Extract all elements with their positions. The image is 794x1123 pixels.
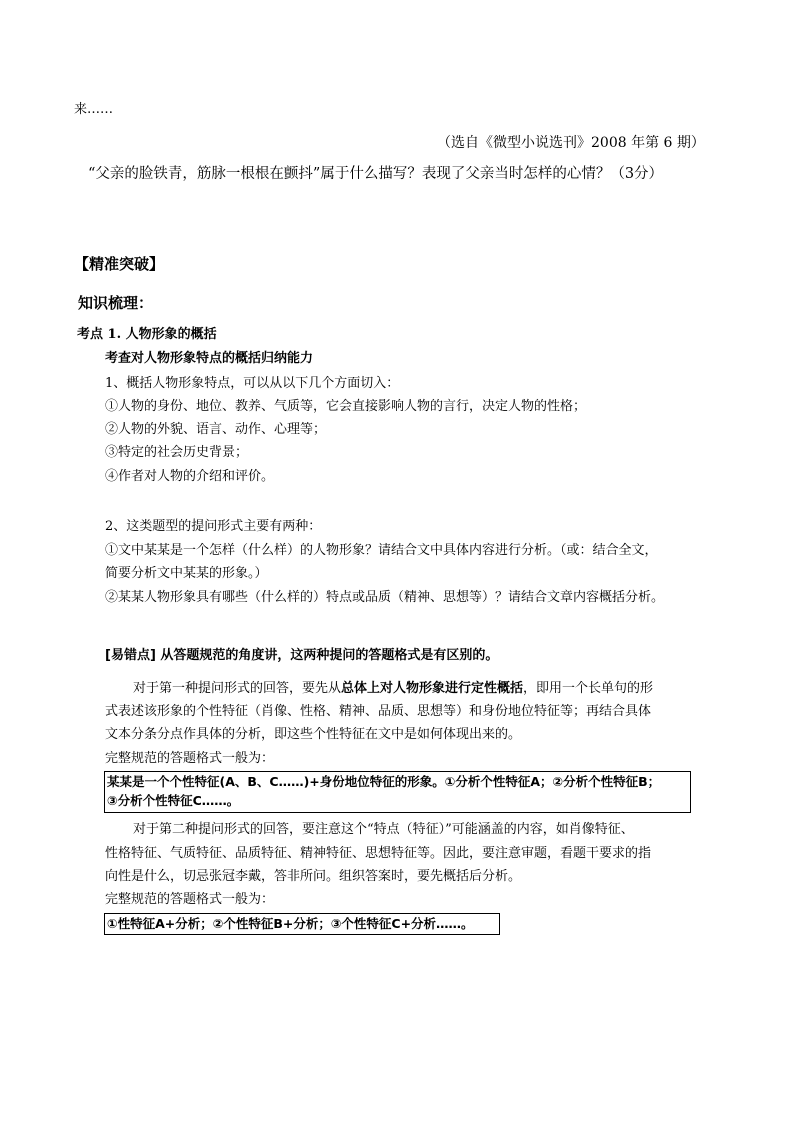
answer-format-line: ③分析个性特征C……。 — [107, 793, 240, 808]
yicuodian-line — [105, 647, 498, 665]
top-fragment: 来…… — [74, 102, 114, 117]
point2-item: ②某某人物形象具有哪些（什么样的）特点或品质（精神、思想等）？请结合文章内容概括分析。 — [105, 590, 665, 605]
point2-item-continued: 简要分析文中某某的形象。） — [105, 566, 268, 581]
para2-line: 完整规范的答题格式一般为： — [105, 892, 275, 907]
point2-item: ①文中某某是一个怎样（什么样）的人物形象？请结合文中具体内容进行分析。（或：结合全文， — [105, 543, 658, 558]
para1-text: 对于第一种提问形式的回答，要先从 — [133, 681, 342, 696]
point1-item: ③特定的社会历史背景； — [105, 445, 249, 460]
para1-line — [133, 680, 653, 698]
point1-item: ②人物的外貌、语言、动作、心理等； — [105, 422, 327, 437]
para1-line: 文本分条分点作具体的分析，即这些个性特征在文中是如何体现出来的。 — [105, 727, 522, 742]
source-citation: （选自《微型小说选刊》2008 年第 6 期） — [437, 135, 705, 151]
kaodian-title: 考点 1. 人物形象的概括 — [77, 327, 217, 342]
kaodian-subtitle: 考查对人物形象特点的概括归纳能力 — [105, 351, 314, 366]
knowledge-heading: 知识梳理： — [78, 294, 154, 312]
para1-line: 完整规范的答题格式一般为： — [105, 751, 275, 766]
para2-line: 性格特征、气质特征、品质特征、精神特征、思想特征等。因此，要注意审题，看题干要求的指 — [105, 846, 652, 861]
question-text: “父亲的脸铁青，筋脉一根根在颤抖”属于什么描写？表现了父亲当时怎样的心情？（3分） — [88, 166, 664, 182]
answer-format-box-1 — [104, 771, 691, 813]
point1-item: ①人物的身份、地位、教养、气质等，它会直接影响人物的言行，决定人物的性格； — [105, 399, 587, 414]
yicuodian-label: [易错点] — [105, 648, 156, 663]
answer-format-box-2 — [104, 913, 500, 935]
para2-line: 向性是什么，切忌张冠李戴，答非所问。组织答案时，要先概括后分析。 — [105, 869, 522, 884]
para2-line: 对于第二种提问形式的回答，要注意这个“特点（特征）”可能涵盖的内容，如肖像特征、 — [133, 822, 634, 837]
answer-format-line: 某某是一个个性特征(A、B、C……)+身份地位特征的形象。①分析个性特征A；②分析个性特征B； — [107, 774, 661, 789]
yicuodian-text: 从答题规范的角度讲，这两种提问的答题格式是有区别的。 — [155, 648, 499, 663]
para1-emphasis: 总体上对人物形象进行定性概括 — [341, 681, 524, 696]
point1-intro: 1、概括人物形象特点，可以从以下几个方面切入： — [105, 376, 400, 391]
point2-intro: 2、这类题型的提问形式主要有两种： — [105, 519, 322, 534]
point1-item: ④作者对人物的介绍和评价。 — [105, 469, 275, 484]
para1-text: ，即用一个长单句的形 — [523, 681, 654, 696]
para1-line: 式表述该形象的个性特征（肖像、性格、精神、品质、思想等）和身份地位特征等；再结合具体 — [105, 704, 652, 719]
answer-format-line: ①性特征A+分析；②个性特征B+分析；③个性特征C+分析……。 — [107, 916, 474, 931]
section-heading: 【精准突破】 — [74, 255, 165, 273]
